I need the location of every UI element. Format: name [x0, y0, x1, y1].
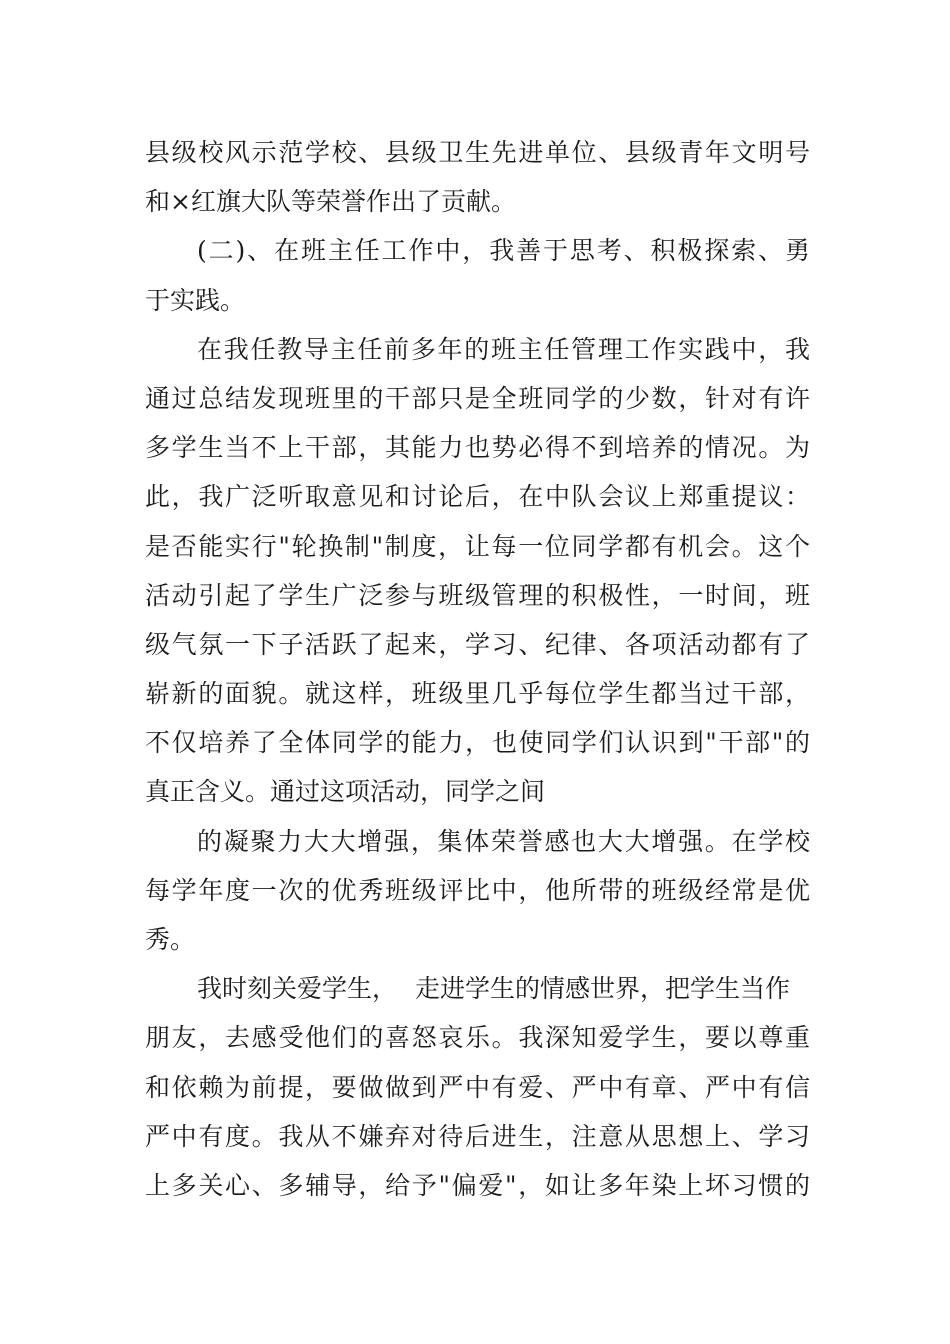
text-line: 级气氛一下子活跃了起来，学习、纪律、各项活动都有了: [145, 629, 810, 659]
text-line: 上多关心、多辅导，给予"偏爱"，如让多年染上坏习惯的: [145, 1170, 810, 1200]
text-line: 崭新的面貌。就这样，班级里几乎每位学生都当过干部，: [145, 679, 810, 709]
text-line: 此，我广泛听取意见和讨论后，在中队会议上郑重提议：: [145, 482, 810, 512]
text-line: 严中有度。我从不嫌弃对待后进生，注意从思想上、学习: [145, 1121, 810, 1151]
text-line: 于实践。: [145, 285, 246, 315]
paragraph-first-line: [145, 964, 810, 1013]
text-line: 不仅培养了全体同学的能力，也使同学们认识到"干部"的: [145, 728, 810, 758]
paragraph-first-line: 的凝聚力大大增强，集体荣誉感也大大增强。在学校: [197, 826, 810, 856]
paragraph-heading-line: (二)、在班主任工作中，我善于思考、积极探索、勇: [197, 236, 810, 266]
text-line: 是否能实行"轮换制"制度，让每一位同学都有机会。这个: [145, 531, 810, 561]
text-line: 县级校风示范学校、县级卫生先进单位、县级青年文明号: [145, 138, 810, 167]
text-segment: 我时刻关爱学生，: [197, 974, 398, 1004]
text-line: 每学年度一次的优秀班级评比中，他所带的班级经常是优: [145, 875, 810, 905]
text-line: 真正含义。通过这项活动，同学之间: [145, 777, 546, 807]
text-line: 活动引起了学生广泛参与班级管理的积极性，一时间，班: [145, 580, 810, 610]
text-line: 通过总结发现班里的干部只是全班同学的少数，针对有许: [145, 383, 810, 413]
body-text: [145, 128, 810, 1210]
text-line: 多学生当不上干部，其能力也势必得不到培养的情况。为: [145, 433, 810, 463]
text-line: 和×红旗大队等荣誉作出了贡献。: [145, 187, 516, 217]
text-segment: 走进学生的情感世界，把学生当作: [415, 974, 791, 1004]
text-line: 秀。: [145, 925, 196, 954]
text-line: 朋友，去感受他们的喜怒哀乐。我深知爱学生，要以尊重: [145, 1023, 810, 1053]
paragraph-first-line: 在我任教导主任前多年的班主任管理工作实践中，我: [197, 334, 810, 364]
text-line: 和依赖为前提，要做做到严中有爱、严中有章、严中有信: [145, 1072, 810, 1102]
